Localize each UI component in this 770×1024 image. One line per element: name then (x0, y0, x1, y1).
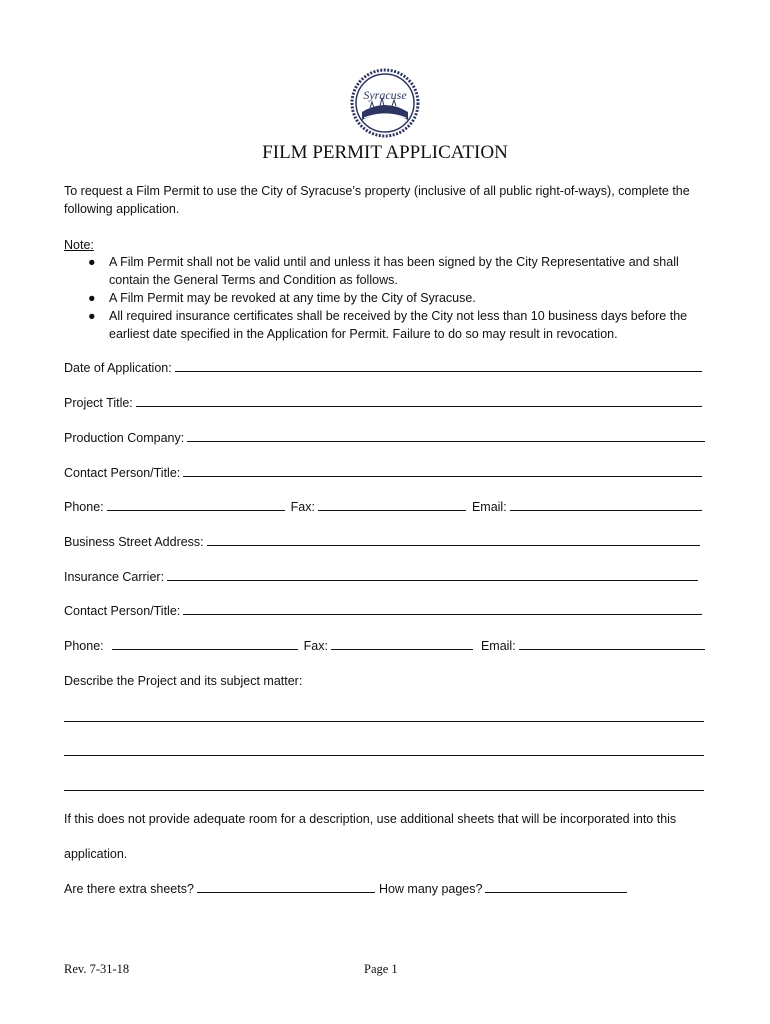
production-company-field: Production Company: (64, 429, 705, 447)
fax-input[interactable] (318, 498, 466, 511)
bullet-icon: ● (88, 309, 96, 323)
note-item: ● A Film Permit shall not be valid until and unless it has been signed by the City Representative and shall contain the General Terms and Condition as follows. (88, 255, 679, 287)
describe-label: Describe the Project and its subject matter: (64, 674, 303, 688)
contact-person-input[interactable] (183, 464, 702, 477)
date-of-application-input[interactable] (175, 359, 702, 372)
phone-fax-email-row: Phone: Fax: Email: (64, 498, 702, 516)
note-label: Note: (64, 238, 94, 252)
note-list (64, 253, 724, 343)
additional-sheets-note-2: application. (64, 847, 128, 861)
bullet-icon: ● (88, 291, 96, 305)
phone-input[interactable] (107, 498, 285, 511)
page-number: Page 1 (364, 962, 398, 976)
contact-person-field: Contact Person/Title: (64, 464, 702, 482)
project-title-field: Project Title: (64, 394, 702, 412)
note-item: ● All required insurance certificates shall be received by the City not less than 10 business days before the earliest date specified in the Application for Permit. Failure to do so may result in revocation. (88, 309, 688, 341)
description-line-2[interactable] (64, 755, 704, 756)
seal-text: Syracuse (363, 88, 407, 102)
city-seal-icon (350, 68, 420, 138)
note-item: ● A Film Permit may be revoked at any time by the City of Syracuse. (88, 291, 476, 305)
revision-label: Rev. 7-31-18 (64, 962, 130, 976)
project-title-input[interactable] (136, 394, 702, 407)
description-line-1[interactable] (64, 721, 704, 722)
insurance-contact-person-input[interactable] (183, 602, 702, 615)
email-input[interactable] (510, 498, 702, 511)
intro-line-2: following application. (64, 202, 180, 216)
intro-line-1: To request a Film Permit to use the City of Syracuse’s property (inclusive of all public right-of-ways), complete the (64, 184, 690, 198)
insurance-phone-input[interactable] (112, 637, 298, 650)
business-address-field: Business Street Address: (64, 533, 700, 551)
additional-sheets-note-1: If this does not provide adequate room for a description, use additional sheets that will be incorporated into this (64, 812, 677, 826)
insurance-contact-person-field: Contact Person/Title: (64, 602, 702, 620)
extra-sheets-row: Are there extra sheets? How many pages? (64, 880, 634, 898)
production-company-input[interactable] (187, 429, 705, 442)
business-address-input[interactable] (207, 533, 700, 546)
insurance-phone-fax-email-row: Phone: Fax: Email: (64, 637, 705, 655)
insurance-fax-input[interactable] (331, 637, 473, 650)
page-title: FILM PERMIT APPLICATION (262, 142, 508, 163)
extra-sheets-input[interactable] (197, 880, 375, 893)
page-count-input[interactable] (485, 880, 627, 893)
description-line-3[interactable] (64, 790, 704, 791)
insurance-email-input[interactable] (519, 637, 705, 650)
insurance-carrier-field: Insurance Carrier: (64, 568, 698, 586)
date-of-application-field: Date of Application: (64, 359, 702, 377)
bullet-icon: ● (88, 255, 96, 269)
insurance-carrier-input[interactable] (167, 568, 698, 581)
